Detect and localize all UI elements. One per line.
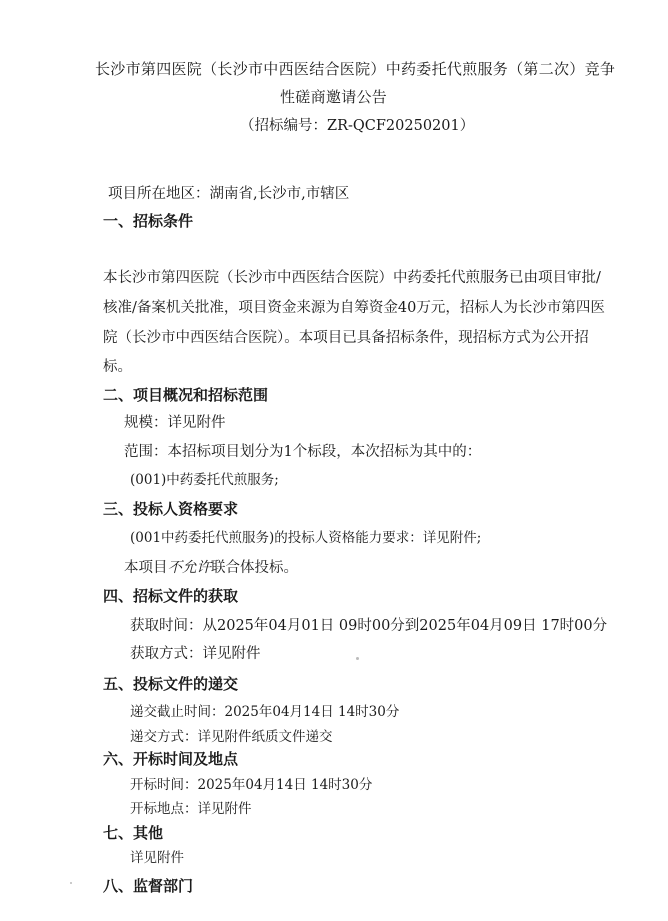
bidder-requirement: (001中药委托代煎服务)的投标人资格能力要求：详见附件; xyxy=(130,530,482,546)
project-scale: 规模：详见附件 xyxy=(124,415,226,431)
document-acquire-method: 获取方式：详见附件 xyxy=(130,646,261,662)
project-region: 项目所在地区：湖南省,长沙市,市辖区 xyxy=(108,186,350,202)
section-1-heading: 一、招标条件 xyxy=(103,212,194,230)
section-7-heading: 七、其他 xyxy=(103,824,164,842)
other-text: 详见附件 xyxy=(130,850,184,866)
section-4-heading: 四、招标文件的获取 xyxy=(103,587,239,605)
section-1-para-line-3: 院（长沙市中西医结合医院）。本项目已具备招标条件，现招标方式为公开招 xyxy=(103,330,589,346)
section-1-para-line-1: 本长沙市第四医院（长沙市中西医结合医院）中药委托代煎服务已由项目审批/ xyxy=(103,270,601,286)
tender-code: （招标编号：ZR-QCF20250201） xyxy=(240,118,475,134)
lot-item: (001)中药委托代煎服务; xyxy=(130,472,279,488)
scan-speck xyxy=(70,882,72,884)
scan-speck xyxy=(356,657,359,660)
section-1-para-line-4: 标。 xyxy=(103,359,132,375)
joint-bid-statement xyxy=(124,561,298,576)
section-2-heading: 二、项目概况和招标范围 xyxy=(103,386,269,404)
section-5-heading: 五、投标文件的递交 xyxy=(103,675,239,693)
document-acquire-time: 获取时间：从2025年04月01日 09时00分到2025年04月09日 17时00分 xyxy=(130,618,608,634)
section-1-para-line-2: 核准/备案机关批准，项目资金来源为自筹资金40万元，招标人为长沙市第四医 xyxy=(103,300,605,316)
section-6-heading: 六、开标时间及地点 xyxy=(103,750,239,768)
joint-bid-suffix: 联合体投标。 xyxy=(211,560,298,576)
submission-deadline: 递交截止时间：2025年04月14日 14时30分 xyxy=(130,704,400,720)
joint-bid-not-allowed: 不允许 xyxy=(167,560,211,576)
section-8-heading: 八、监督部门 xyxy=(103,877,194,895)
title-line-1: 长沙市第四医院（长沙市中西医结合医院）中药委托代煎服务（第二次）竞争 xyxy=(95,60,616,78)
project-scope: 范围：本招标项目划分为1个标段，本次招标为其中的： xyxy=(124,444,482,460)
opening-place: 开标地点：详见附件 xyxy=(130,801,252,817)
joint-bid-prefix: 本项目 xyxy=(124,560,168,576)
submission-method: 递交方式：详见附件纸质文件递交 xyxy=(130,729,333,745)
title-line-2: 性磋商邀请公告 xyxy=(280,88,388,106)
section-3-heading: 三、投标人资格要求 xyxy=(103,500,239,518)
opening-time: 开标时间：2025年04月14日 14时30分 xyxy=(130,777,373,793)
